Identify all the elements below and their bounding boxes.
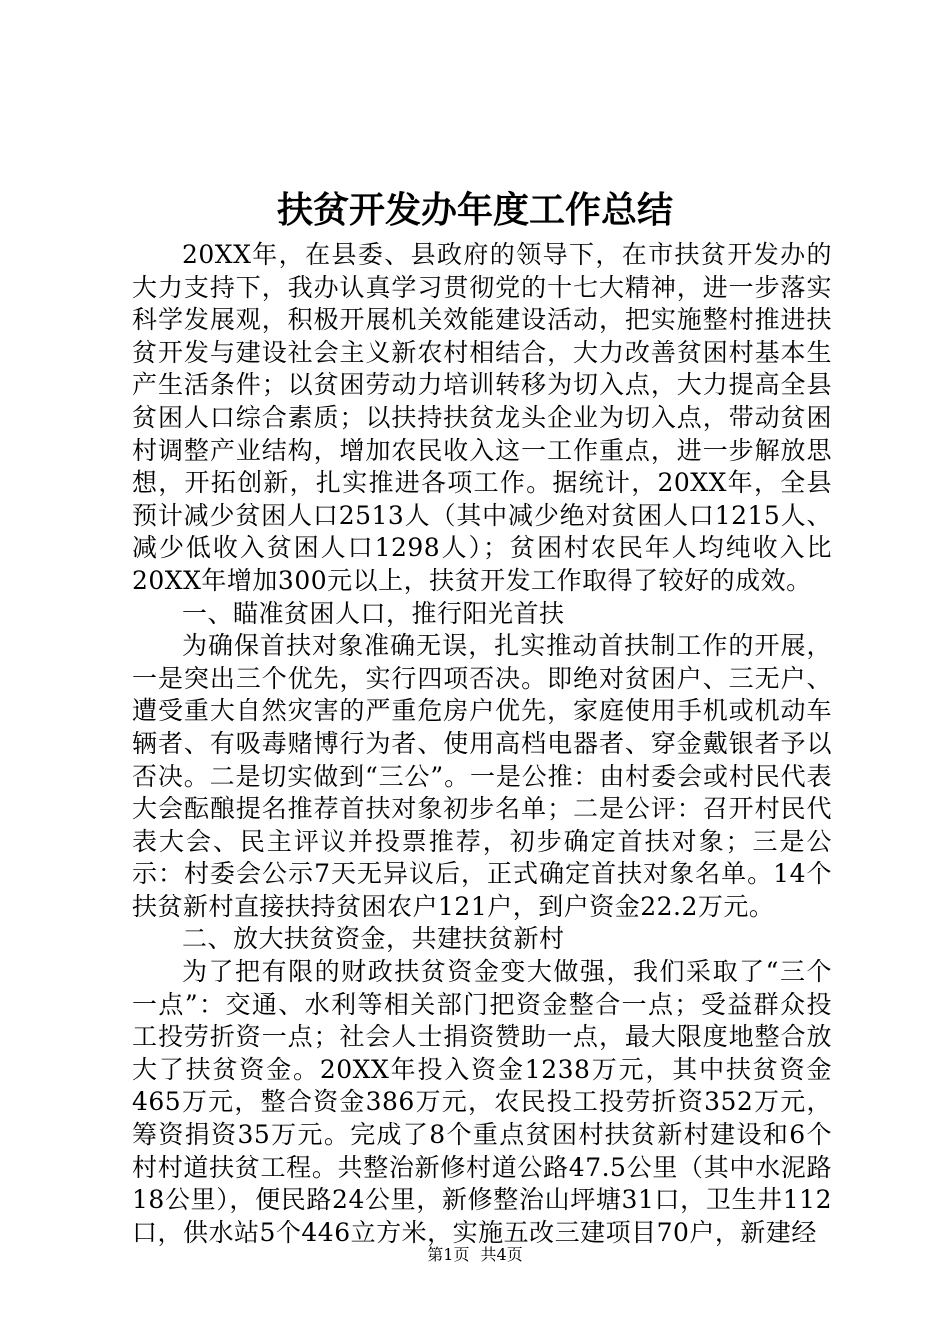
page-number-total: 共4页 [480, 1245, 523, 1264]
section-paragraph-1: 为确保首扶对象准确无误，扎实推动首扶制工作的开展，一是突出三个优先，实行四项否决。即绝对贫困户、三无户、遭受重大自然灾害的严重危房户优先，家庭使用手机或机动车辆者、有吸毒赌博行为者、使用高档电器者、穿金戴银者予以否决。二是切实做到“三公”。一是公推：由村委会或村民代表大会酝酿提名推荐首扶对象初步名单；二是公评：召开村民代表大会、民主评议并投票推荐，初步确定首扶对象；三是公示：村委会公示7天无异议后，正式确定首扶对象名单。14个扶贫新村直接扶持贫困农户121户，到户资金22.2万元。 [132, 631, 832, 921]
page-footer [0, 1244, 950, 1266]
page-number-current: 第1页 [427, 1245, 470, 1264]
intro-paragraph: 20XX年，在县委、县政府的领导下，在市扶贫开发办的大力支持下，我办认真学习贯彻党的十七大精神，进一步落实科学发展观，积极开展机关效能建设活动，把实施整村推进扶贫开发与建设社会主义新农村相结合，大力改善贫困村基本生产生活条件；以贫困劳动力培训转移为切入点，大力提高全县贫困人口综合素质；以扶持扶贫龙头企业为切入点，带动贫困村调整产业结构，增加农民收入这一工作重点，进一步解放思想，开拓创新，扎实推进各项工作。据统计，20XX年，全县预计减少贫困人口2513人（其中减少绝对贫困人口1215人、减少低收入贫困人口1298人）；贫困村农民年人均纯收入比20XX年增加300元以上，扶贫开发工作取得了较好的成效。 [132, 240, 832, 595]
document-body [132, 239, 832, 1249]
section-heading-2: 二、放大扶贫资金，共建扶贫新村 [182, 924, 565, 954]
section-heading-1: 一、瞄准贫困人口，推行阳光首扶 [182, 598, 565, 628]
page-title: 扶贫开发办年度工作总结 [276, 189, 673, 231]
section-paragraph-2: 为了把有限的财政扶贫资金变大做强，我们采取了“三个一点”：交通、水利等相关部门把资金整合一点；受益群众投工投劳折资一点；社会人士捐资赞助一点，最大限度地整合放大了扶贫资金。20XX年投入资金1238万元，其中扶贫资金465万元，整合资金386万元，农民投工投劳折资352万元，筹资捐资35万元。完成了8个重点贫困村扶贫新村建设和6个村村道扶贫工程。共整治新修村道公路47.5公里（其中水泥路18公里），便民路24公里，新修整治山坪塘31口，卫生井112口，供水站5个446立方米，实施五改三建项目70户，新建经 [132, 957, 832, 1247]
